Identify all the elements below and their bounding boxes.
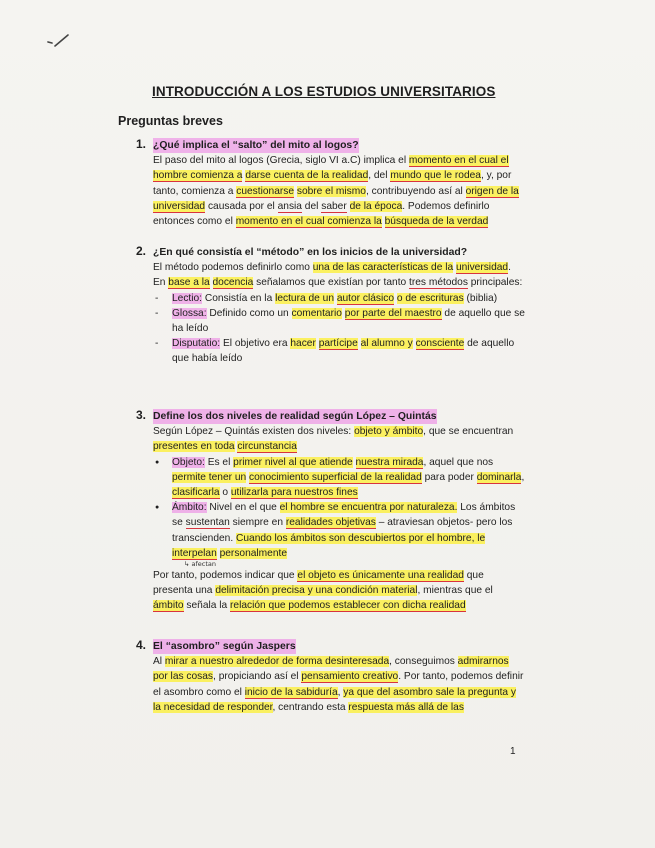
level-list: [153, 455, 526, 568]
method-list: [153, 291, 526, 367]
answer-paragraph: Al mirar a nuestro alrededor de forma desinteresada, conseguimos admirarnos por las cosas, propiciando así el pensamiento creativo. Por tanto, podemos definir el asombro como el inicio de la sabiduría, ya que del asombro sale la pregunta y la necesidad de responder, centrando esta respuesta más allá de las: [153, 656, 524, 713]
handwritten-note: ↳ afectan: [184, 560, 217, 569]
list-item: ● Ámbito: Nivel en el que el hombre se encuentra por naturaleza. Los ámbitos se sustentan siempre en realidades objetivas – atraviesan objetos- pero los transcienden. Cuando los ámbitos son descubiertos por el hombre, le interpelan personalmente ↳ afectan: [172, 500, 526, 568]
question-title: El “asombro” según Jaspers: [153, 639, 296, 654]
question-2: [136, 244, 526, 367]
question-1: [136, 137, 526, 229]
question-number: 4.: [136, 638, 147, 652]
section-title: Preguntas breves: [118, 114, 223, 128]
list-item: - Glossa: Definido como un comentario por parte del maestro de aquello que se ha leído: [172, 306, 526, 336]
answer-paragraph: El paso del mito al logos (Grecia, siglo VI a.C) implica el momento en el cual el hombre comienza a darse cuenta de la realidad, del mundo que le rodea, y, por tanto, comienza a cuestionarse sobre el mismo, contribuyendo así al origen de la universidad causada por el ansia del saber de la época. Podemos definirlo entonces como el momento en el cual comienza la búsqueda de la verdad: [153, 155, 519, 228]
question-title: ¿Qué implica el “salto” del mito al logos?: [153, 138, 359, 153]
answer-closing: Por tanto, podemos indicar que el objeto es únicamente una realidad que presenta una delimitación precisa y una condición material, mientras que el ámbito señala la relación que podemos establecer con dicha realidad: [153, 570, 493, 612]
question-title: Define los dos niveles de realidad según López – Quintás: [153, 409, 437, 424]
list-item: - Disputatio: El objetivo era hacer partícipe al alumno y consciente de aquello que había leído: [172, 336, 526, 366]
answer-intro: Según López – Quintás existen dos niveles: objeto y ámbito, que se encuentran presentes en toda circunstancia: [153, 426, 514, 453]
question-number: 2.: [136, 244, 147, 258]
list-item: ● Objeto: Es el primer nivel al que atiende nuestra mirada, aquel que nos permite tener un conocimiento superficial de la realidad para poder dominarla, clasificarla o utilizarla para nuestros fines: [172, 455, 526, 501]
question-4: [136, 638, 526, 715]
pen-check-mark-icon: [46, 34, 70, 48]
question-number: 3.: [136, 408, 147, 422]
document-title: INTRODUCCIÓN A LOS ESTUDIOS UNIVERSITARIOS: [152, 84, 496, 99]
list-item: - Lectio: Consistía en la lectura de un autor clásico o de escrituras (biblia): [172, 291, 526, 306]
page-number: 1: [510, 746, 516, 757]
answer-intro: El método podemos definirlo como una de las características de la universidad. En base a la docencia señalamos que existían por tanto tres métodos principales:: [153, 262, 523, 289]
question-3: [136, 408, 526, 614]
question-title: ¿En qué consistía el “método” en los inicios de la universidad?: [153, 247, 468, 258]
question-number: 1.: [136, 137, 147, 151]
